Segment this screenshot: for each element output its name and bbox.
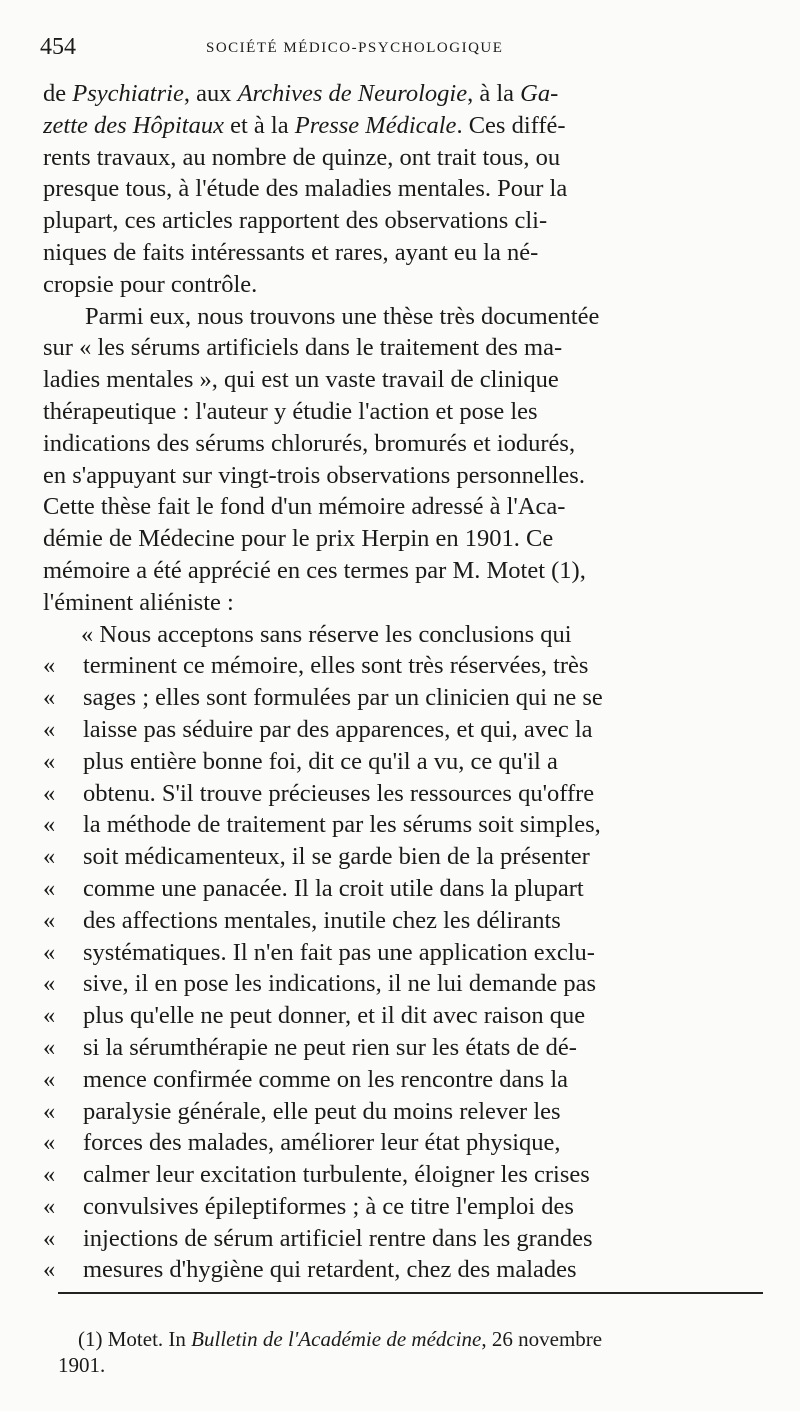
quote-line: « obtenu. S'il trouve précieuses les ressources qu'offre <box>43 779 595 807</box>
page-header <box>40 34 756 64</box>
text-line: en s'appuyant sur vingt-trois observations personnelles. <box>43 461 585 489</box>
quote-line: « laisse pas séduire par des apparences, et qui, avec la <box>43 715 593 743</box>
quote-line: « la méthode de traitement par les sérums soit simples, <box>43 811 601 839</box>
quote-line: « sages ; elles sont formulées par un clinicien qui ne se <box>43 684 603 712</box>
quote-line: « plus entière bonne foi, dit ce qu'il a vu, ce qu'il a <box>43 747 558 775</box>
quote-line: « Nous acceptons sans réserve les conclusions qui <box>81 620 572 648</box>
quote-line: « forces des malades, améliorer leur état physique, <box>43 1129 561 1157</box>
text-line: presque tous, à l'étude des maladies mentales. Pour la <box>43 175 568 203</box>
footnote-rule <box>58 1292 763 1294</box>
footnote-line: 1901. <box>58 1353 106 1377</box>
quote-line: « plus qu'elle ne peut donner, et il dit avec raison que <box>43 1002 586 1030</box>
running-head: SOCIÉTÉ MÉDICO-PSYCHOLOGIQUE <box>206 40 504 56</box>
text-line: Cette thèse fait le fond d'un mémoire adressé à l'Aca- <box>43 493 566 521</box>
quote-line: « systématiques. Il n'en fait pas une application exclu- <box>43 938 595 966</box>
quote-line: « terminent ce mémoire, elles sont très réservées, très <box>43 652 589 680</box>
body-text <box>43 78 755 1286</box>
quote-line: « des affections mentales, inutile chez les délirants <box>43 906 561 934</box>
quote-line: « injections de sérum artificiel rentre dans les grandes <box>43 1224 593 1252</box>
text-line: cropsie pour contrôle. <box>43 270 258 298</box>
text-line: de Psychiatrie, aux Archives de Neurologie, à la Ga- <box>43 80 559 107</box>
text-line: mémoire a été apprécié en ces termes par M. Motet (1), <box>43 556 586 584</box>
quote-line: « sive, il en pose les indications, il ne lui demande pas <box>43 970 597 998</box>
quote-line: « paralysie générale, elle peut du moins relever les <box>43 1097 561 1125</box>
quote-line: « mesures d'hygiène qui retardent, chez des malades <box>43 1256 577 1284</box>
text-line: l'éminent aliéniste : <box>43 588 234 616</box>
text-line: zette des Hôpitaux et à la Presse Médicale. Ces diffé- <box>43 111 566 139</box>
text-line: ladies mentales », qui est un vaste travail de clinique <box>43 366 559 394</box>
text-line: Parmi eux, nous trouvons une thèse très documentée <box>85 302 600 330</box>
footnote-line: (1) Motet. In Bulletin de l'Académie de médcine, 26 novembre <box>78 1327 603 1351</box>
page-number: 454 <box>40 34 76 60</box>
quote-line: « comme une panacée. Il la croit utile dans la plupart <box>43 874 584 902</box>
quote-line: « calmer leur excitation turbulente, éloigner les crises <box>43 1161 590 1189</box>
text-line: rents travaux, au nombre de quinze, ont trait tous, ou <box>43 143 561 171</box>
text-line: niques de faits intéressants et rares, ayant eu la né- <box>43 238 539 266</box>
text-line: plupart, ces articles rapportent des observations cli- <box>43 207 548 235</box>
quote-line: « soit médicamenteux, il se garde bien de la présenter <box>43 843 590 871</box>
quote-line: « convulsives épileptiformes ; à ce titre l'emploi des <box>43 1192 574 1220</box>
text-line: thérapeutique : l'auteur y étudie l'action et pose les <box>43 397 538 425</box>
text-line: démie de Médecine pour le prix Herpin en 1901. Ce <box>43 525 554 553</box>
text-line: indications des sérums chlorurés, bromurés et iodurés, <box>43 429 576 457</box>
quote-line: « mence confirmée comme on les rencontre dans la <box>43 1065 569 1093</box>
quote-line: « si la sérumthérapie ne peut rien sur les états de dé- <box>43 1033 577 1061</box>
footnote <box>58 1326 763 1378</box>
text-line: sur « les sérums artificiels dans le traitement des ma- <box>43 334 563 362</box>
